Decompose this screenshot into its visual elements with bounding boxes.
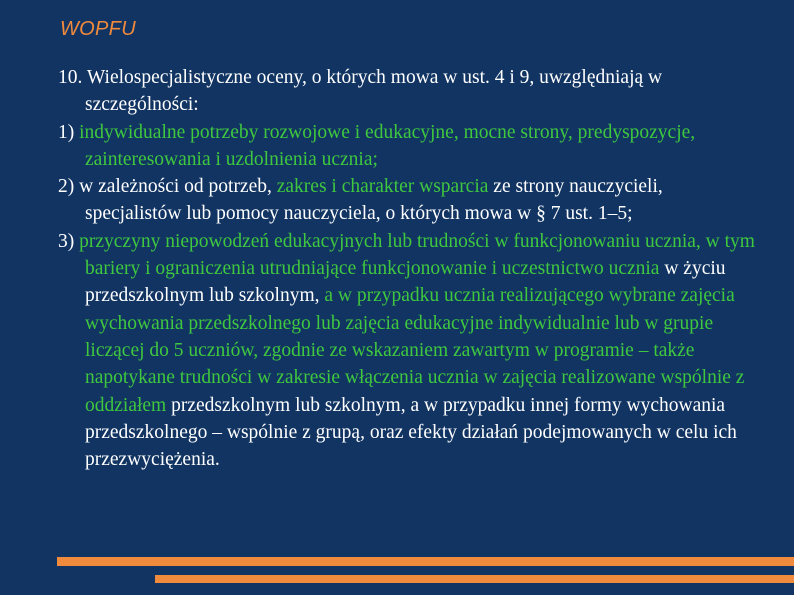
highlighted-text: przyczyny niepowodzeń edukacyjnych lub trudności w funkcjonowaniu ucznia, w tym bariery i ograniczenia utrudniające funkcjonowanie i uczestnictwo ucznia <box>79 230 755 280</box>
paragraph-item-1 <box>58 119 758 174</box>
list-number: 3) <box>58 230 80 252</box>
highlighted-text: a w przypadku ucznia realizującego wybrane zajęcia wychowania przedszkolnego lub zajęcia edukacyjne indywidualnie lub w grupie liczącej do 5 uczniów, zgodnie ze wskazaniem zawartym w programie – także napotykane trudności w zakresie włączenia ucznia w zajęcia realizowane wspólnie z oddziałem <box>85 285 745 416</box>
accent-bar-top <box>57 557 794 566</box>
text-segment: ze strony nauczycieli, specjalistów lub pomocy nauczyciela, o których mowa w § 7 ust. 1–5; <box>85 176 663 225</box>
paragraph-intro <box>58 64 758 119</box>
highlighted-text: indywidualne potrzeby rozwojowe i edukacyjne, mocne strony, predyspozycje, zainteresowania i uzdolnienia ucznia; <box>79 121 696 170</box>
paragraph-item-2 <box>58 173 758 228</box>
list-number: 1) <box>58 121 80 143</box>
slide-body <box>58 64 758 473</box>
paragraph-item-3 <box>58 228 758 474</box>
text-segment: w życiu przedszkolnym lub szkolnym, <box>85 258 726 307</box>
highlighted-text: zakres i charakter wsparcia <box>276 176 489 198</box>
text-segment: przedszkolnym lub szkolnym, a w przypadku innej formy wychowania przedszkolnego – wspólnie z grupą, oraz efekty działań podejmowanych w celu ich przezwyciężenia. <box>85 394 737 471</box>
accent-bar-bottom <box>155 575 794 583</box>
slide-title: WOPFU <box>60 18 136 40</box>
text-segment: 10. Wielospecjalistyczne oceny, o których mowa w ust. 4 i 9, uwzględniają w szczególności: <box>58 67 663 116</box>
text-segment: 2) w zależności od potrzeb, <box>58 176 277 198</box>
